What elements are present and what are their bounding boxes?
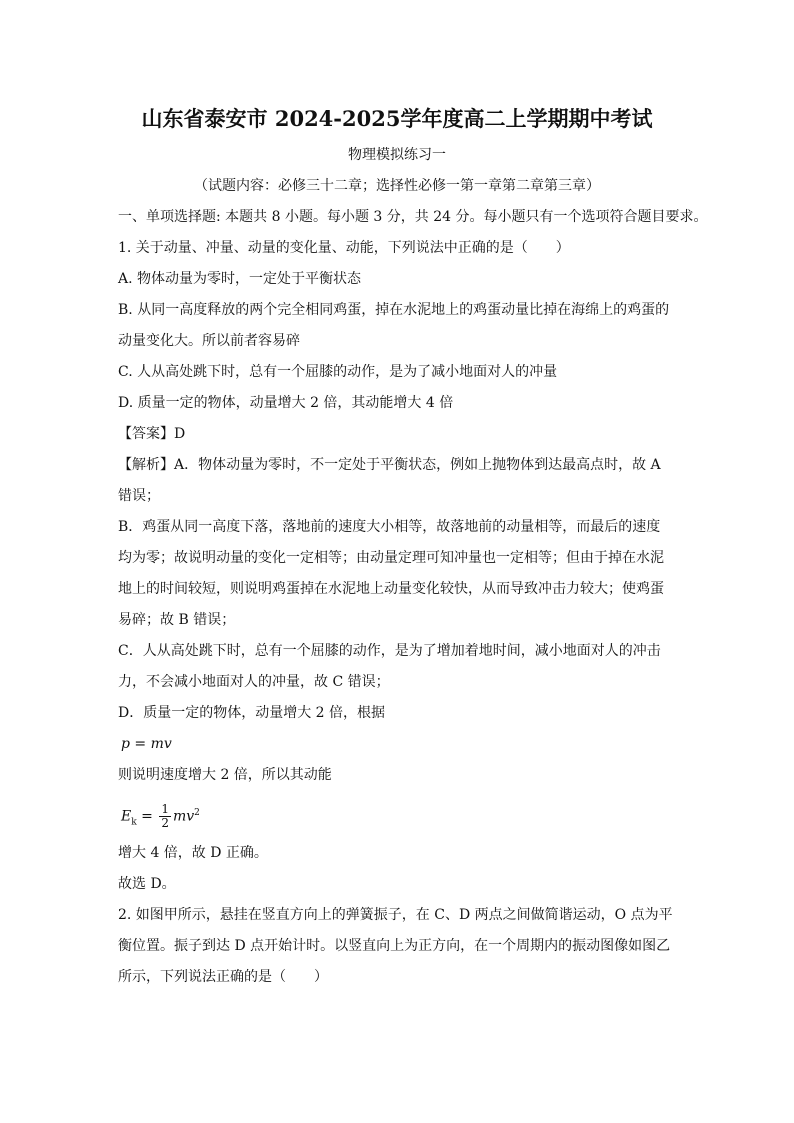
equation-subscript: k bbox=[131, 817, 137, 828]
question-1-option-a: A. 物体动量为零时，一定处于平衡状态 bbox=[118, 271, 362, 287]
question-1-answer: 【答案】D bbox=[118, 426, 186, 442]
question-2-stem-continued: 衡位置。振子到达 D 点开始计时。以竖直向上为正方向，在一个周期内的振动图像如图乙 bbox=[118, 938, 671, 954]
equation-kinetic-energy bbox=[121, 798, 200, 837]
question-2-stem: 2. 如图甲所示，悬挂在竖直方向上的弹簧振子，在 C、D 两点之间做简谐运动，O 点为平 bbox=[118, 907, 673, 923]
page-title: 山东省泰安市 2024-2025学年度高二上学期期中考试 bbox=[141, 106, 653, 131]
equation-symbol-p: p bbox=[121, 736, 130, 752]
equation-equals: = bbox=[141, 808, 153, 825]
analysis-line: D．质量一定的物体，动量增大 2 倍，根据 bbox=[118, 705, 386, 721]
analysis-line: 增大 4 倍，故 D 正确。 bbox=[118, 845, 268, 861]
analysis-line: 地上的时间较短，则说明鸡蛋掉在水泥地上动量变化较快，从而导致冲击力较大；使鸡蛋 bbox=[118, 581, 664, 597]
analysis-line: B．鸡蛋从同一高度下落，落地前的速度大小相等，故落地前的动量相等，而最后的速度 bbox=[118, 519, 661, 535]
equation-rhs: mv bbox=[172, 808, 195, 825]
analysis-line: 易碎；故 B 错误； bbox=[118, 612, 236, 628]
section-instruction: 一、单项选择题: 本题共 8 小题。每小题 3 分，共 24 分。每小题只有一个选项符合题目要求。 bbox=[118, 209, 708, 225]
equation-momentum bbox=[121, 734, 172, 754]
analysis-line: C．人从高处跳下时，总有一个屈膝的动作，是为了增加着地时间，减小地面对人的冲击 bbox=[118, 643, 661, 659]
equation-fraction bbox=[159, 803, 171, 830]
question-1-option-b: B. 从同一高度释放的两个完全相同鸡蛋，掉在水泥地上的鸡蛋动量比掉在海绵上的鸡蛋的 bbox=[118, 302, 670, 318]
analysis-line: 错误； bbox=[118, 488, 160, 504]
fraction-denominator: 2 bbox=[161, 816, 169, 831]
analysis-line: 故选 D。 bbox=[118, 876, 176, 892]
question-1-option-b-continued: 动量变化大。所以前者容易碎 bbox=[118, 333, 300, 349]
question-1-stem: 1. 关于动量、冲量、动量的变化量、动能，下列说法中正确的是（ ） bbox=[118, 240, 570, 256]
equation-rhs: = mv bbox=[134, 736, 172, 752]
analysis-line: 【解析】A．物体动量为零时，不一定处于平衡状态，例如上抛物体到达最高点时，故 A bbox=[118, 457, 661, 473]
question-1-option-d: D. 质量一定的物体，动量增大 2 倍，其动能增大 4 倍 bbox=[118, 395, 454, 411]
fraction-numerator: 1 bbox=[161, 802, 169, 817]
exam-scope: （试题内容：必修三十二章；选择性必修一第一章第二章第三章） bbox=[194, 178, 600, 194]
question-2-stem-end: 所示，下列说法正确的是（ ） bbox=[118, 969, 328, 985]
analysis-line: 力，不会减小地面对人的冲量，故 C 错误； bbox=[118, 674, 390, 690]
analysis-line: 均为零；故说明动量的变化一定相等；由动量定理可知冲量也一定相等；但由于掉在水泥 bbox=[118, 550, 664, 566]
page-subtitle: 物理模拟练习一 bbox=[348, 147, 446, 163]
equation-symbol-e: E bbox=[121, 808, 132, 825]
analysis-line: 则说明速度增大 2 倍，所以其动能 bbox=[118, 767, 332, 783]
equation-superscript: 2 bbox=[194, 808, 200, 818]
question-1-option-c: C. 人从高处跳下时，总有一个屈膝的动作，是为了减小地面对人的冲量 bbox=[118, 364, 558, 380]
